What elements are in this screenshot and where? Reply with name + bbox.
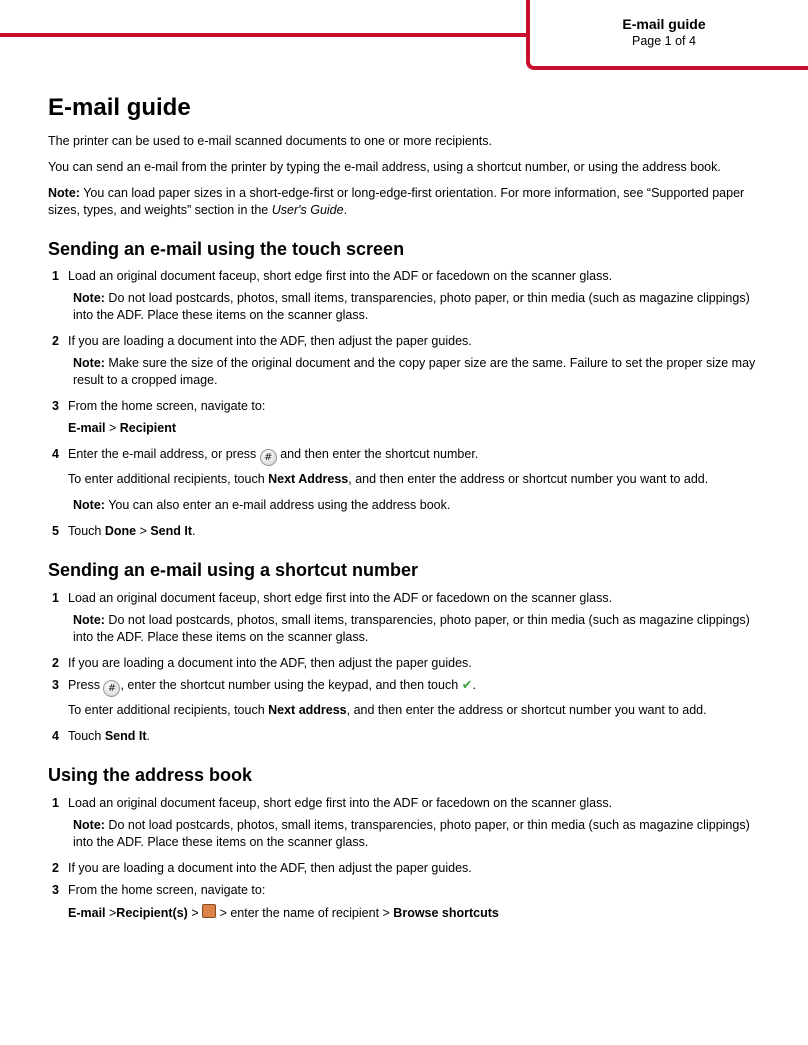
section-touch-screen [48,239,768,541]
header-rule [0,33,528,37]
section-heading: Using the address book [48,764,253,785]
step-3: 3 Press # , enter the shortcut number using the keypad, and then touch ✔. [48,677,768,697]
step-note: Note: Do not load postcards, photos, small items, transparencies, photo paper, or thin media (such as magazine clippings) into the ADF. Place these items on the scanner glass. [73,612,750,644]
section-heading: Sending an e-mail using the touch screen [48,238,405,259]
step-note: Note: Make sure the size of the original document and the copy paper size are the same. Failure to set the proper size may result to a cropped image. [73,356,756,388]
step-2: 2 If you are loading a document into the ADF, then adjust the paper guides. [52,860,472,875]
navigation-path: E-mail > Recipient [68,421,177,436]
step-1: 1 Load an original document faceup, short edge first into the ADF or facedown on the scanner glass. [52,269,613,284]
step-detail: To enter additional recipients, touch Next Address, and then enter the address or shortcut number you want to add. [68,472,709,487]
checkmark-icon: ✔ [461,677,473,693]
section-heading: Sending an e-mail using a shortcut number [48,560,419,581]
step-5: 5 Touch Done > Send It. [52,524,196,539]
step-note: Note: Do not load postcards, photos, small items, transparencies, photo paper, or thin media (such as magazine clippings) into the ADF. Place these items on the scanner glass. [73,817,750,849]
step-2: 2 If you are loading a document into the ADF, then adjust the paper guides. [52,334,472,349]
step-4: 4 Touch Send It. [52,728,150,743]
address-book-icon [202,904,216,918]
step-3: 3 From the home screen, navigate to: [52,882,266,897]
step-1: 1 Load an original document faceup, short edge first into the ADF or facedown on the scanner glass. [52,590,613,605]
page-number: Page 1 of 4 [632,34,696,48]
hash-icon: # [260,449,277,466]
section-shortcut-number [48,560,768,745]
step-detail: To enter additional recipients, touch Next address, and then enter the address or shortcut number you want to add. [68,702,707,717]
step-2: 2 If you are loading a document into the ADF, then adjust the paper guides. [52,655,472,670]
page-title: E-mail guide [48,94,191,121]
page-header-tab [526,0,808,70]
step-1: 1 Load an original document faceup, short edge first into the ADF or facedown on the scanner glass. [52,795,613,810]
step-note: Note: Do not load postcards, photos, small items, transparencies, photo paper, or thin media (such as magazine clippings) into the ADF. Place these items on the scanner glass. [73,291,750,323]
step-4: 4 Enter the e-mail address, or press # and then enter the shortcut number. [48,446,768,466]
header-title: E-mail guide [622,16,706,32]
document-body [48,94,768,931]
section-address-book [48,765,768,922]
intro-paragraph-2: You can send an e-mail from the printer by typing the e-mail address, using a shortcut number, or using the address book. [48,159,721,174]
intro-note: Note: You can load paper sizes in a short-edge-first or long-edge-first orientation. For more information, see “Supported paper sizes, types, and weights” section in the User's Guide. [48,185,745,217]
intro-paragraph-1: The printer can be used to e-mail scanned documents to one or more recipients. [48,133,492,148]
step-note: Note: You can also enter an e-mail address using the address book. [73,498,451,513]
navigation-path: E-mail >Recipient(s) > > enter the name of recipient > Browse shortcuts [68,905,499,920]
hash-icon: # [103,680,120,697]
step-3: 3 From the home screen, navigate to: [52,399,266,414]
